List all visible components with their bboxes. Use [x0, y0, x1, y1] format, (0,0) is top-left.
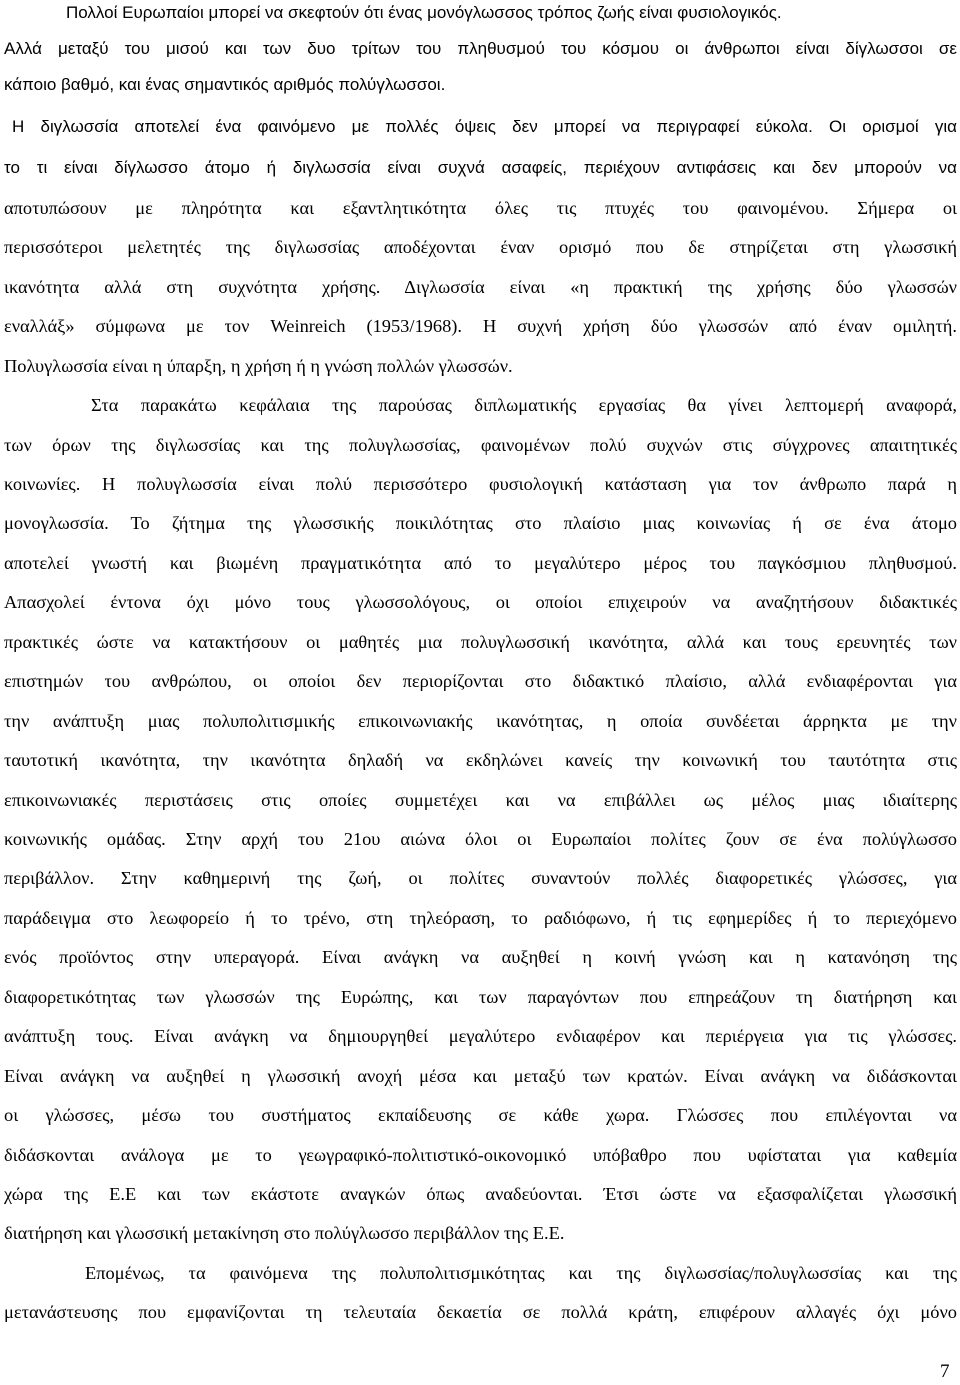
- text-line: παράδειγμα στο λεωφορείο ή το τρένο, στη τηλεόραση, το ραδιόφωνο, ή τις εφημερίδες ή το περιεχόμενο: [4, 908, 957, 928]
- text-line: Στα παρακάτω κεφάλαια της παρούσας διπλωματικής εργασίας θα γίνει λεπτομερή αναφορά,: [91, 395, 957, 415]
- text-line: χώρα της Ε.Ε και των εκάστοτε αναγκών όπως αναδεύονται. Έτσι ώστε να εξασφαλίζεται γλωσσική: [4, 1184, 957, 1204]
- text-line: μονογλωσσία. Το ζήτημα της γλωσσικής ποικιλότητας στο πλαίσιο μιας κοινωνίας ή σε ένα άτομο: [4, 513, 957, 533]
- text-line: Αλλά μεταξύ του μισού και των δυο τρίτων του πληθυσμού του κόσμου οι άνθρωποι είναι δίγλωσσοι σε: [4, 39, 957, 58]
- text-line: Απασχολεί έντονα όχι μόνο τους γλωσσολόγους, οι οποίοι επιχειρούν να αναζητήσουν διδακτικές: [4, 592, 957, 612]
- text-line: το τι είναι δίγλωσσο άτομο ή διγλωσσία είναι συχνά ασαφείς, περιέχουν αντιφάσεις και δεν μπορούν να: [4, 158, 957, 177]
- text-line: περιβάλλον. Στην καθημερινή της ζωή, οι πολίτες συναντούν πολλές διαφορετικές γλώσσες, για: [4, 868, 957, 888]
- text-line: κοινωνικής ομάδας. Στην αρχή του 21ου αιώνα όλοι οι Ευρωπαίοι πολίτες ζουν σε ένα πολύγλωσσο: [4, 829, 957, 849]
- text-line: Επομένως, τα φαινόμενα της πολυπολιτισμικότητας και της διγλωσσίας/πολυγλωσσίας και της: [85, 1263, 957, 1283]
- text-line: αποτελεί γνωστή και βιωμένη πραγματικότητα από το μεγαλύτερο μέρος του παγκόσμιου πληθυσμού.: [4, 553, 957, 573]
- text-line: μετανάστευσης που εμφανίζονται τη τελευταία δεκαετία σε πολλά κράτη, επιφέρουν αλλαγές όχι μόνο: [4, 1302, 957, 1322]
- text-line: ικανότητα αλλά στη συχνότητα χρήσης. Διγλωσσία είναι «η πρακτική της χρήσης δύο γλωσσών: [4, 277, 957, 297]
- text-line: ανάπτυξη τους. Είναι ανάγκη να δημιουργηθεί μεγαλύτερο ενδιαφέρον και περιέργεια για τις γλώσσες.: [4, 1026, 957, 1046]
- text-line: οι γλώσσες, μέσω του συστήματος εκπαίδευσης σε κάθε χωρα. Γλώσσες που επιλέγονται να: [4, 1105, 957, 1125]
- text-line: Είναι ανάγκη να αυξηθεί η γλωσσική ανοχή μέσα και μεταξύ των κρατών. Είναι ανάγκη να διδάσκονται: [4, 1066, 957, 1086]
- text-line: Πολλοί Ευρωπαίοι μπορεί να σκεφτούν ότι ένας μονόγλωσσος τρόπος ζωής είναι φυσιολογικός.: [66, 3, 782, 22]
- text-line: κάποιο βαθμό, και ένας σημαντικός αριθμός πολύγλωσσοι.: [4, 75, 446, 94]
- text-line: αποτυπώσουν με πληρότητα και εξαντλητικότητα όλες τις πτυχές του φαινομένου. Σήμερα οι: [4, 198, 957, 218]
- text-line: περισσότεροι μελετητές της διγλωσσίας αποδέχονται έναν ορισμό που δε στηρίζεται στη γλωσσική: [4, 237, 957, 257]
- text-line: διατήρηση και γλωσσική μετακίνηση στο πολύγλωσσο περιβάλλον της Ε.Ε.: [4, 1223, 565, 1243]
- text-line: κοινωνίες. Η πολυγλωσσία είναι πολύ περισσότερο φυσιολογική κατάσταση για τον άνθρωπο παρά η: [4, 474, 957, 494]
- text-line: διαφορετικότητας των γλωσσών της Ευρώπης, και των παραγόντων που επηρεάζουν τη διατήρηση και: [4, 987, 957, 1007]
- text-line: ταυτοτική ικανότητα, την ικανότητα δηλαδή να εκδηλώνει κανείς την κοινωνική του ταυτότητα στις: [4, 750, 957, 770]
- text-line: πρακτικές ώστε να κατακτήσουν οι μαθητές μια πολυγλωσσική ικανότητα, αλλά και τους ερευνητές των: [4, 632, 957, 652]
- text-line: την ανάπτυξη μιας πολυπολιτισμικής επικοινωνιακής ικανότητας, η οποία συνδέεται άρρηκτα με την: [4, 711, 957, 731]
- text-line: επιστημών του ανθρώπου, οι οποίοι δεν περιορίζονται στο διδακτικό πλαίσιο, αλλά ενδιαφέρονται για: [4, 671, 957, 691]
- text-line: των όρων της διγλωσσίας και της πολυγλωσσίας, φαινομένων πολύ συχνών στις σύγχρονες απαιτητικές: [4, 435, 957, 455]
- page-number: 7: [940, 1361, 950, 1382]
- text-line: διδάσκονται ανάλογα με το γεωγραφικό-πολιτιστικό-οικονομικό υπόβαθρο που υφίσταται για καθεμία: [4, 1145, 957, 1165]
- text-line: Πολυγλωσσία είναι η ύπαρξη, η χρήση ή η γνώση πολλών γλωσσών.: [4, 356, 513, 376]
- text-line: εναλλάξ» σύμφωνα με τον Weinreich (1953/1968). Η συχνή χρήση δύο γλωσσών από έναν ομιλητή.: [4, 316, 957, 336]
- text-line: ενός προϊόντος στην υπεραγορά. Είναι ανάγκη να αυξηθεί η κοινή γνώση και η κατανόηση της: [4, 947, 957, 967]
- text-line: επικοινωνιακές περιστάσεις στις οποίες συμμετέχει και να επιβάλλει ως μέλος μιας ιδιαίτερης: [4, 790, 957, 810]
- text-line: Η διγλωσσία αποτελεί ένα φαινόμενο με πολλές όψεις δεν μπορεί να περιγραφεί εύκολα. Οι ορισμοί για: [12, 117, 957, 136]
